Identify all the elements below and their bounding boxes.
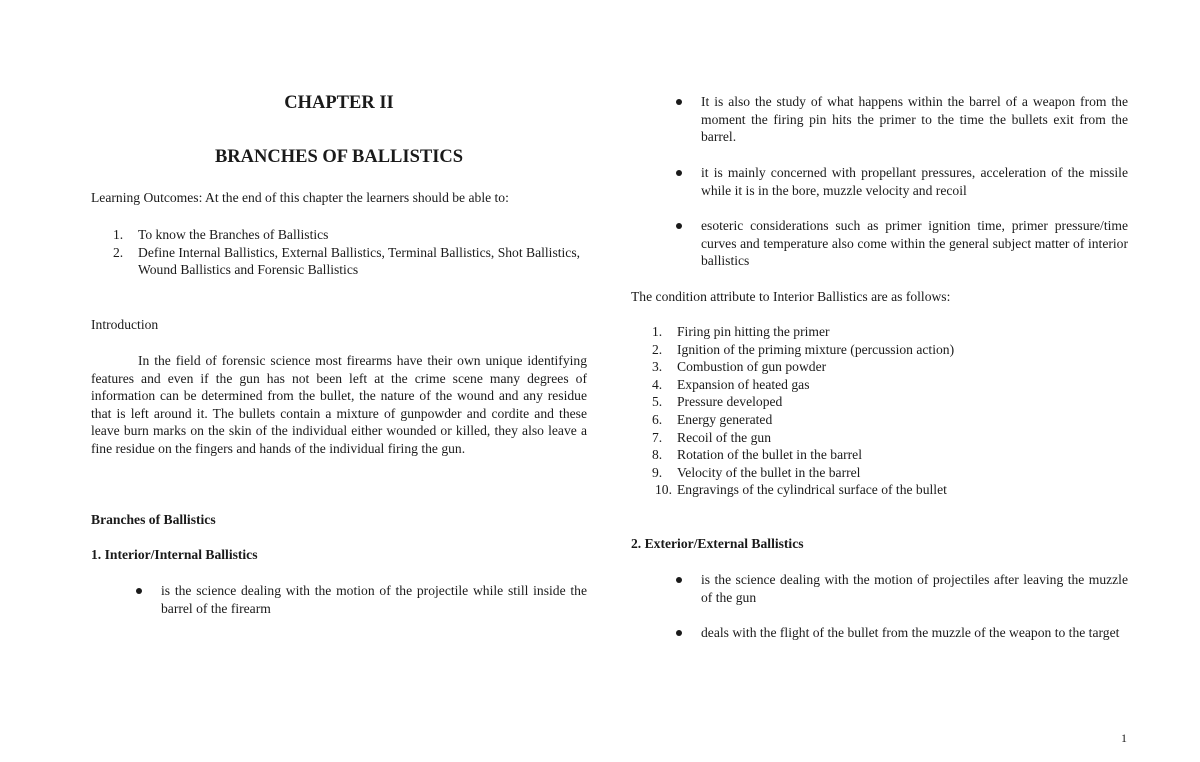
outcomes-list [91,226,587,279]
list-number: 2. [652,341,663,357]
bullet-item [91,582,587,617]
list-number: 9. [652,464,663,480]
bullet-dot [676,99,682,105]
list-item [631,481,1128,499]
list-item [631,446,1128,464]
list-item [631,376,1128,394]
list-item [631,429,1128,447]
bullet-text: is the science dealing with the motion of the projectile while still inside the barrel of the firearm [161,583,587,616]
bullet-item [631,217,1128,270]
list-number: 4. [652,376,663,392]
bullet-item [631,164,1128,199]
list-text: Rotation of the bullet in the barrel [677,447,862,463]
bullet-text: deals with the flight of the bullet from the muzzle of the weapon to the target [701,625,1120,640]
list-item [631,464,1128,482]
learning-outcomes-intro: Learning Outcomes: At the end of this chapter the learners should be able to: [91,190,509,205]
branches-heading: Branches of Ballistics [91,512,216,527]
list-text: Expansion of heated gas [677,376,810,392]
bullet-item [631,93,1128,146]
list-item [631,393,1128,411]
bullet-text: It is also the study of what happens within the barrel of a weapon from the moment the firing pin hits the primer to the time the bullets exit from the barrel. [701,94,1128,145]
list-text: Recoil of the gun [677,429,772,445]
bullet-dot [136,588,142,594]
list-text: Combustion of gun powder [677,359,827,375]
list-text: Firing pin hitting the primer [677,324,830,339]
list-text: Energy generated [677,411,773,427]
introduction-paragraph: In the field of forensic science most firearms have their own unique identifying features and even if the gun has not been left at the crime scene many degrees of information can be determined from the bullet, the nature of the wound and any residue that is left around it. The bullets contain a mixture of gunpowder and cordite and these leave burn marks on the skin of the individual either wounded or killed, they also leave a fine residue on the fingers and hands of the individual firing the gun. [91,353,587,456]
list-number: 1. [652,324,663,339]
list-item [91,244,587,279]
list-number: 3. [652,359,663,375]
interior-heading: 1. Interior/Internal Ballistics [91,547,258,562]
chapter-subtitle: BRANCHES OF BALLISTICS [214,147,464,167]
introduction-heading: Introduction [91,317,159,332]
chapter-title: CHAPTER II [284,93,394,113]
bullet-text: it is mainly concerned with propellant pressures, acceleration of the missile while it is in the bore, muzzle velocity and recoil [701,165,1128,198]
list-number: 1. [113,227,124,242]
bullet-text: esoteric considerations such as primer ignition time, primer pressure/time curves and temperature also come within the general subject matter of interior ballistics [701,218,1128,269]
list-item [631,358,1128,376]
list-text: To know the Branches of Ballistics [138,227,329,242]
list-number: 10. [655,482,672,498]
list-number: 5. [652,394,663,410]
list-text: Pressure developed [677,394,783,410]
list-number: 2. [113,244,124,260]
list-text: Engravings of the cylindrical surface of the bullet [677,482,947,498]
bullet-item [631,571,1128,606]
list-number: 7. [652,429,663,445]
list-number: 6. [652,411,663,427]
bullet-text: is the science dealing with the motion of projectiles after leaving the muzzle of the gun [701,572,1128,605]
list-item [631,411,1128,429]
bullet-dot [676,170,682,176]
exterior-heading: 2. Exterior/External Ballistics [631,536,804,551]
bullet-item [631,624,1128,642]
condition-intro: The condition attribute to Interior Ballistics are as follows: [631,289,951,304]
bullet-dot [676,577,682,583]
bullet-dot [676,630,682,636]
list-text: Ignition of the priming mixture (percussion action) [677,341,955,357]
list-item [631,323,1128,341]
conditions-list [631,323,1128,499]
list-text: Define Internal Ballistics, External Ballistics, Terminal Ballistics, Shot Ballistics, Wound Ballistics and Forensic Ballistics [138,244,581,278]
list-item [631,341,1128,359]
list-number: 8. [652,447,663,463]
list-text: Velocity of the bullet in the barrel [677,464,861,480]
page-number: 1 [1121,731,1127,745]
bullet-dot [676,223,682,229]
list-item [91,226,587,244]
